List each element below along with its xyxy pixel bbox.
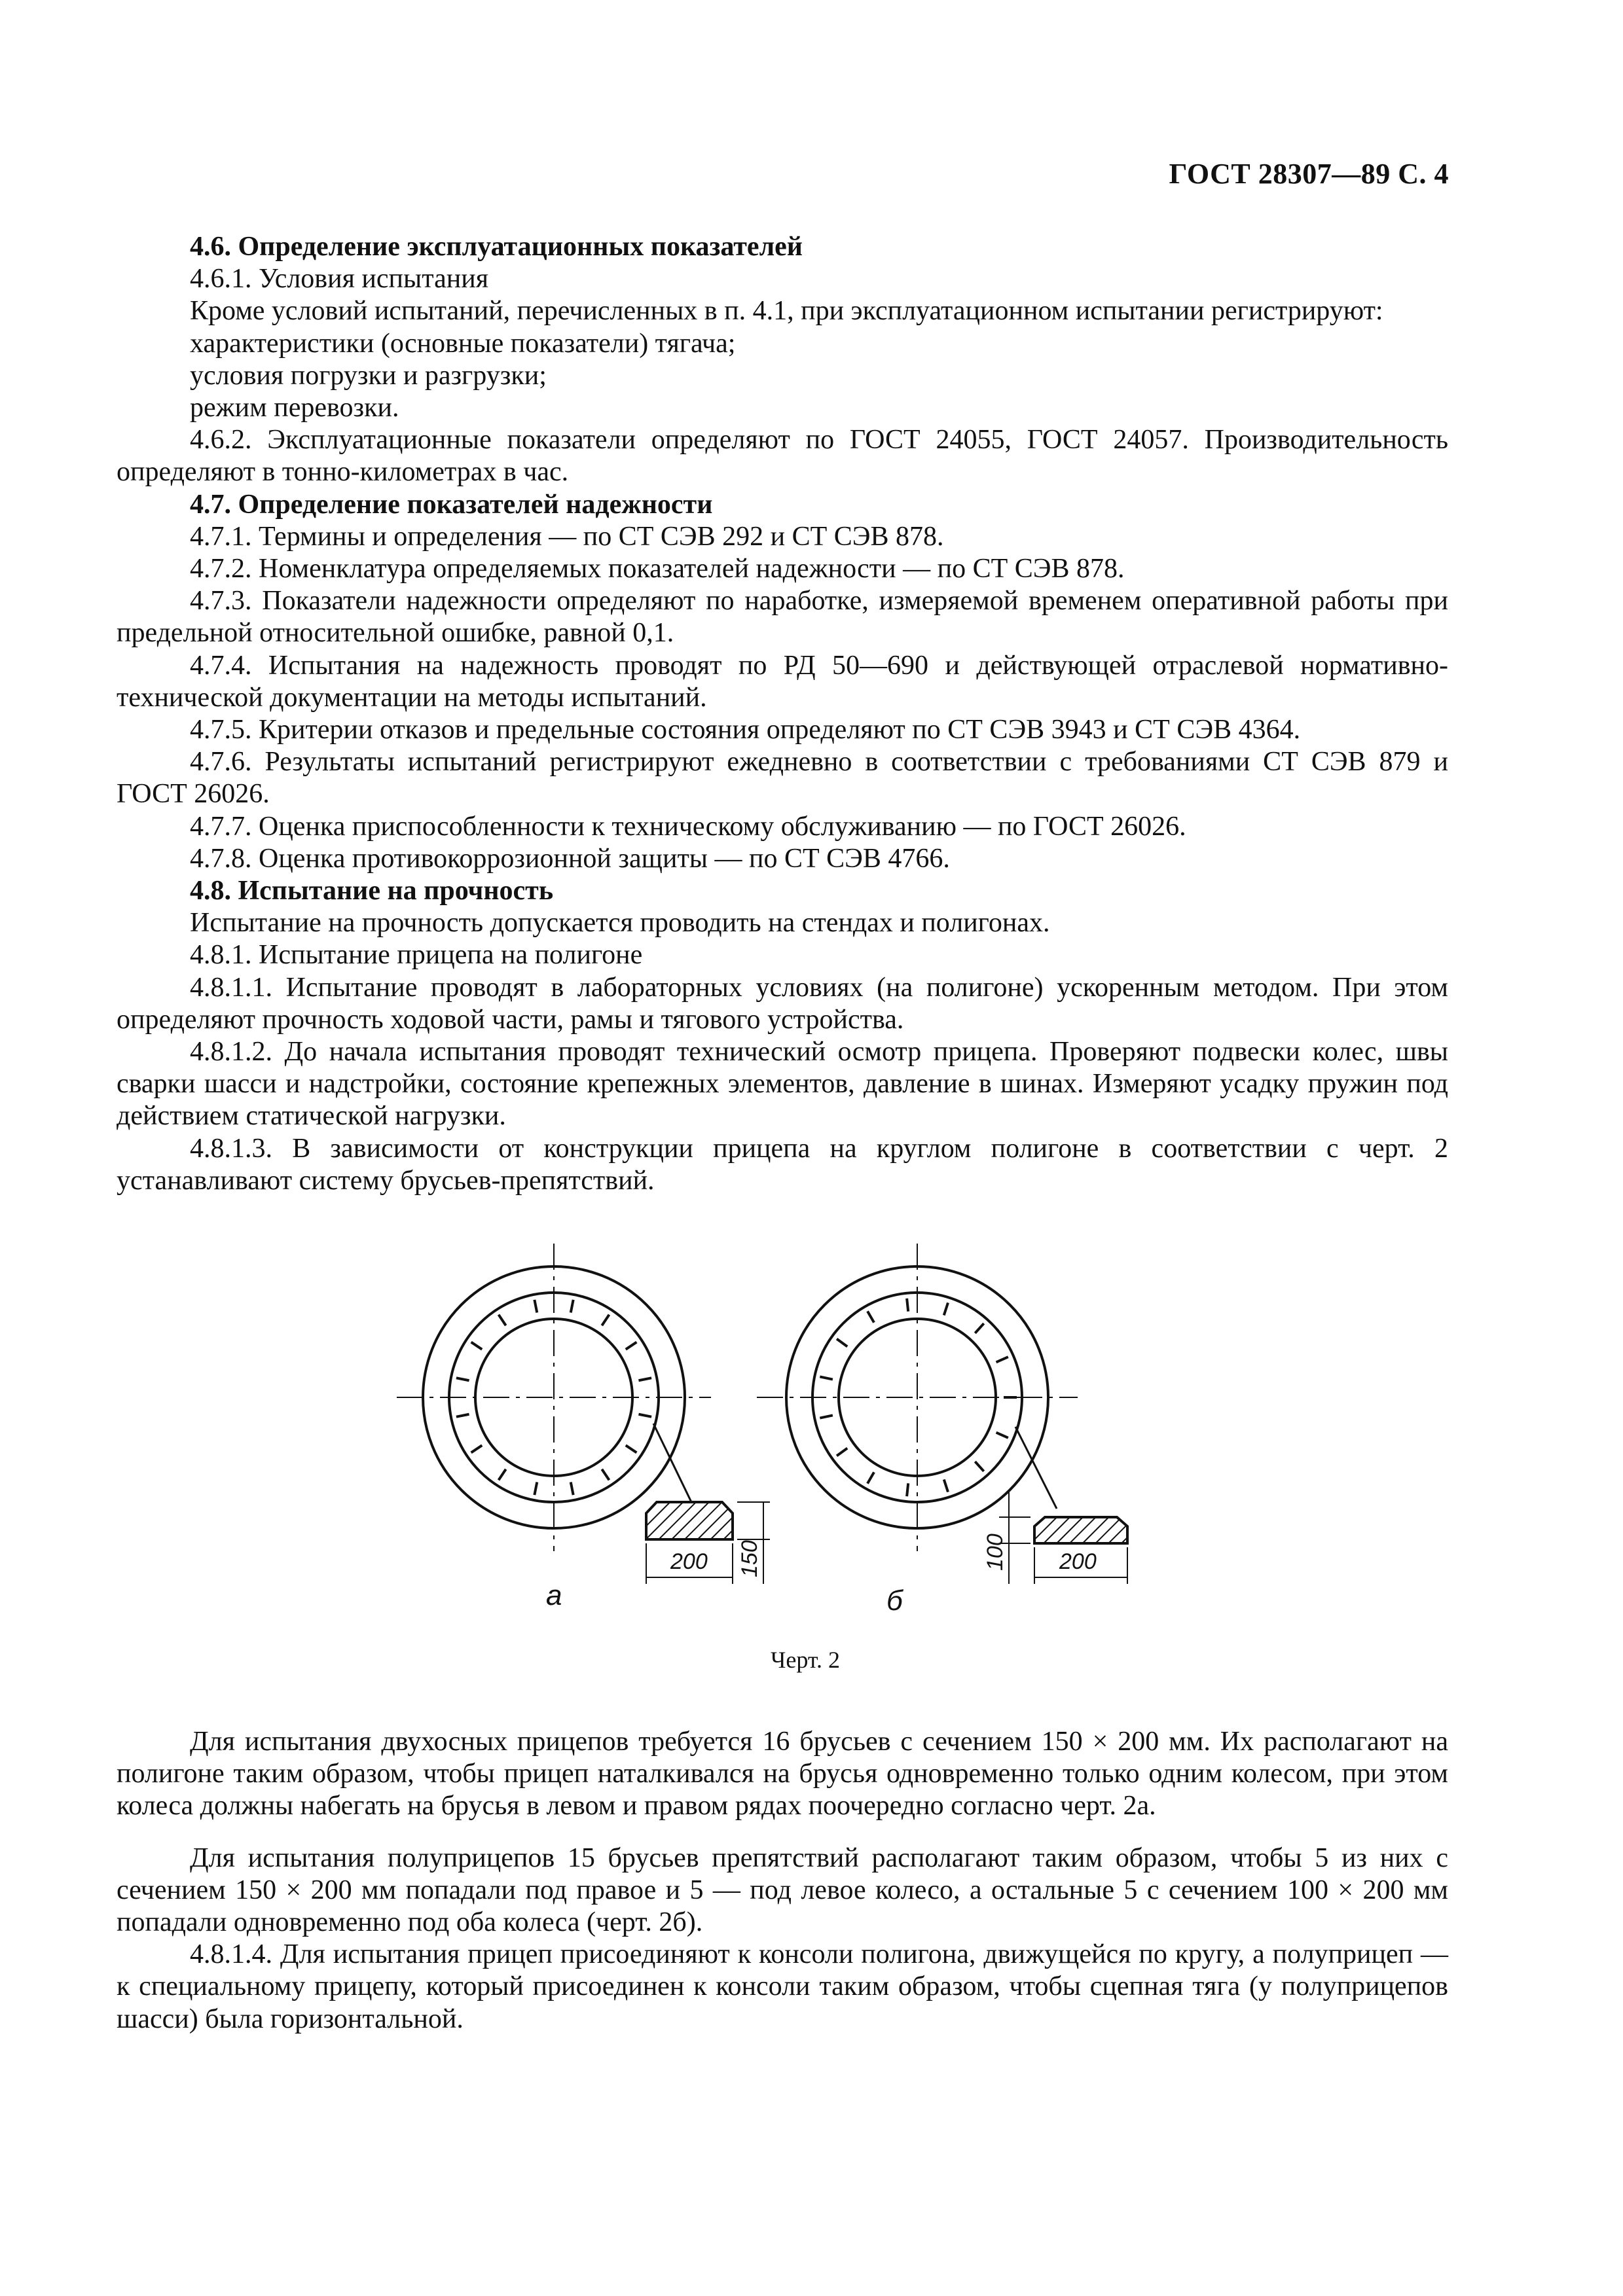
paragraph: 4.7.7. Оценка приспособленности к техническому обслуживанию — по ГОСТ 26026. — [190, 811, 1186, 842]
section-heading: 4.6. Определение эксплуатационных показателей — [190, 232, 803, 262]
obstacle-tick — [996, 1433, 1008, 1438]
page-header: ГОСТ 28307—89 С. 4 — [1169, 158, 1449, 190]
obstacle-tick — [944, 1480, 948, 1492]
obstacle-tick — [837, 1448, 847, 1456]
obstacle-tick — [638, 1414, 651, 1417]
obstacle-tick — [975, 1462, 983, 1471]
main-text — [117, 231, 1448, 1197]
paragraph: Кроме условий испытаний, перечисленных в п. 4.1, при эксплуатационном испытании регистрируют: — [190, 296, 1383, 327]
obstacle-tick — [907, 1483, 908, 1496]
paragraph: 4.8.1.2. До начала испытания проводят технический осмотр прицепа. Проверяют подвески колес, швы сварки шасси и надстройки, состояние крепежных элементов, давление в шинах. Измеряют усадку пружин под действием статической нагрузки. — [117, 1037, 1448, 1132]
paragraph: 4.8.1.4. Для испытания прицеп присоединяют к консоли полигона, движущейся по кругу, а полуприцеп — к специальному прицепу, который присоединен к консоли таким образом, чтобы сцепная тяга (у полуприцепов шасси) была горизонтальной. — [117, 1939, 1448, 2034]
obstacle-tick — [571, 1482, 574, 1495]
polygon-b-drawing — [757, 1244, 1078, 1551]
paragraph: 4.7.2. Номенклатура определяемых показателей надежности — по СТ СЭВ 878. — [190, 554, 1125, 584]
obstacle-tick — [944, 1302, 948, 1315]
section-heading: 4.8. Испытание на прочность — [190, 876, 554, 906]
obstacle-tick — [602, 1315, 609, 1326]
main-text-continued — [117, 1726, 1448, 2036]
obstacle-tick — [907, 1299, 908, 1312]
paragraph: 4.7.5. Критерии отказов и предельные состояния определяют по СТ СЭВ 3943 и СТ СЭВ 4364. — [190, 715, 1301, 745]
paragraph: Для испытания двухосных прицепов требуется 16 брусьев с сечением 150 × 200 мм. Их располагают на полигоне таким образом, чтобы прицеп наталкивался на брусья одновременно только одним колесом, при этом колеса должны набегать на брусья в левом и правом рядах поочередно согласно черт. 2а. — [117, 1727, 1448, 1821]
obstacle-tick — [867, 1311, 874, 1322]
obstacle-tick — [626, 1342, 637, 1350]
obstacle-tick — [820, 1376, 833, 1379]
dimension-label: 200 — [1059, 1549, 1097, 1574]
dimension-label: 200 — [670, 1549, 708, 1574]
obstacle-tick — [571, 1300, 574, 1313]
obstacle-tick — [456, 1378, 469, 1380]
figure-drawing — [371, 1230, 1189, 1656]
obstacle-tick — [626, 1445, 637, 1452]
paragraph: характеристики (основные показатели) тягача; — [190, 328, 736, 359]
obstacle-tick — [867, 1472, 874, 1483]
paragraph: 4.7.3. Показатели надежности определяют по наработке, измеряемой временем оперативной работы при предельной относительной ошибке, равной 0,1. — [117, 586, 1448, 649]
figure-label-a: а — [546, 1579, 562, 1611]
obstacle-tick — [996, 1357, 1008, 1362]
figure-label-b: б — [886, 1585, 903, 1617]
paragraph: условия погрузки и разгрузки; — [190, 360, 547, 391]
paragraph: 4.6.2. Эксплуатационные показатели определяют по ГОСТ 24055, ГОСТ 24057. Производительность определяют в тонно-километрах в час. — [117, 425, 1448, 488]
obstacle-tick — [456, 1414, 469, 1417]
paragraph: 4.8.1.3. В зависимости от конструкции прицепа на круглом полигоне в соответствии с черт. 2 устанавливают систему брусьев-препятствий. — [117, 1133, 1448, 1196]
obstacle-tick — [534, 1300, 537, 1313]
obstacle-tick — [837, 1339, 847, 1347]
obstacle-tick — [499, 1469, 506, 1480]
dimension-label: 100 — [983, 1534, 1008, 1571]
obstacle-tick — [534, 1482, 537, 1495]
obstacle-tick — [820, 1415, 833, 1418]
paragraph: 4.7.8. Оценка противокоррозионной защиты — по СТ СЭВ 4766. — [190, 843, 950, 874]
dimension-label: 150 — [737, 1540, 762, 1577]
paragraph: 4.8.1.1. Испытание проводят в лабораторных условиях (на полигоне) ускоренным методом. При этом определяют прочность ходовой части, рамы и тягового устройства. — [117, 972, 1448, 1035]
obstacle-tick — [499, 1315, 506, 1326]
paragraph: режим перевозки. — [190, 393, 399, 423]
paragraph: 4.6.1. Условия испытания — [190, 264, 489, 295]
obstacle-tick — [638, 1378, 651, 1380]
paragraph: Для испытания полуприцепов 15 брусьев препятствий располагают таким образом, чтобы 5 из них с сечением 150 × 200 мм попадали под правое и 5 — под левое колесо, а остальные 5 с сечением 100 × 200 мм попадали одновременно под оба колеса (черт. 2б). — [117, 1842, 1448, 1938]
figure-caption: Черт. 2 — [771, 1647, 840, 1673]
paragraph: 4.7.1. Термины и определения — по СТ СЭВ 292 и СТ СЭВ 878. — [190, 521, 944, 552]
paragraph: 4.8.1. Испытание прицепа на полигоне — [190, 940, 643, 971]
obstacle-tick — [975, 1323, 983, 1333]
paragraph: 4.7.4. Испытания на надежность проводят по РД 50—690 и действующей отраслевой нормативно-технической документации на методы испытаний. — [117, 650, 1448, 713]
paragraph: 4.7.6. Результаты испытаний регистрируют ежедневно в соответствии с требованиями СТ СЭВ 879 и ГОСТ 26026. — [117, 747, 1448, 810]
paragraph: Испытание на прочность допускается проводить на стендах и полигонах. — [190, 908, 1050, 939]
obstacle-tick — [471, 1342, 483, 1350]
section-heading: 4.7. Определение показателей надежности — [190, 489, 713, 520]
obstacle-tick — [602, 1469, 609, 1480]
obstacle-tick — [471, 1445, 483, 1452]
